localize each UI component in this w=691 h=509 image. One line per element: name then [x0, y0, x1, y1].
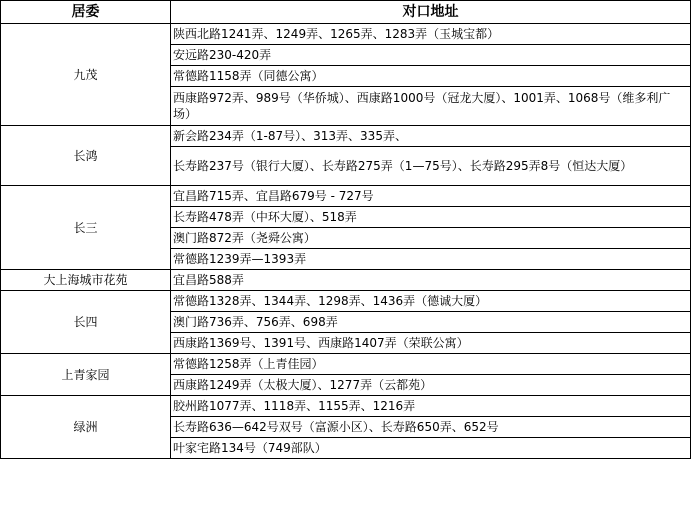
address-cell: 宜昌路715弄、宜昌路679号 - 727号: [171, 186, 691, 207]
address-cell: 西康路972弄、989号（华侨城）、西康路1000号（冠龙大厦）、1001弄、1068号（维多利广场）: [171, 87, 691, 126]
address-cell: 新会路234弄（1-87号）、313弄、335弄、: [171, 126, 691, 147]
address-cell: 澳门路736弄、756弄、698弄: [171, 312, 691, 333]
address-cell: 长寿路237号（银行大厦）、长寿路275弄（1—75号）、长寿路295弄8号（恒达大厦）: [171, 147, 691, 186]
header-address: 对口地址: [171, 1, 691, 24]
table-row: [1, 186, 691, 207]
address-cell: 安远路230-420弄: [171, 45, 691, 66]
committee-name: 九茂: [1, 24, 171, 126]
table-row: [1, 354, 691, 375]
address-cell: 陕西北路1241弄、1249弄、1265弄、1283弄（玉城宝都）: [171, 24, 691, 45]
address-cell: 长寿路636—642号双号（富源小区）、长寿路650弄、652号: [171, 417, 691, 438]
address-cell: 宜昌路588弄: [171, 270, 691, 291]
address-cell: 叶家宅路134号（749部队）: [171, 438, 691, 459]
table-row: [1, 24, 691, 45]
committee-name: 上青家园: [1, 354, 171, 396]
address-cell: 常德路1158弄（同德公寓）: [171, 66, 691, 87]
address-cell: 胶州路1077弄、1118弄、1155弄、1216弄: [171, 396, 691, 417]
committee-name: 长鸿: [1, 126, 171, 186]
committee-name: 长三: [1, 186, 171, 270]
header-row: [1, 1, 691, 24]
address-cell: 常德路1239弄—1393弄: [171, 249, 691, 270]
table-row: [1, 270, 691, 291]
committee-name: 长四: [1, 291, 171, 354]
address-cell: 西康路1249弄（太极大厦）、1277弄（云都苑）: [171, 375, 691, 396]
address-cell: 常德路1328弄、1344弄、1298弄、1436弄（德诚大厦）: [171, 291, 691, 312]
header-committee: 居委: [1, 1, 171, 24]
table-row: [1, 126, 691, 147]
table-row: [1, 291, 691, 312]
committee-name: 大上海城市花苑: [1, 270, 171, 291]
address-cell: 澳门路872弄（尧舜公寓）: [171, 228, 691, 249]
address-cell: 常德路1258弄（上青佳园）: [171, 354, 691, 375]
table-row: [1, 396, 691, 417]
address-cell: 长寿路478弄（中环大厦）、518弄: [171, 207, 691, 228]
committee-name: 绿洲: [1, 396, 171, 459]
address-cell: 西康路1369号、1391号、西康路1407弄（荣联公寓）: [171, 333, 691, 354]
